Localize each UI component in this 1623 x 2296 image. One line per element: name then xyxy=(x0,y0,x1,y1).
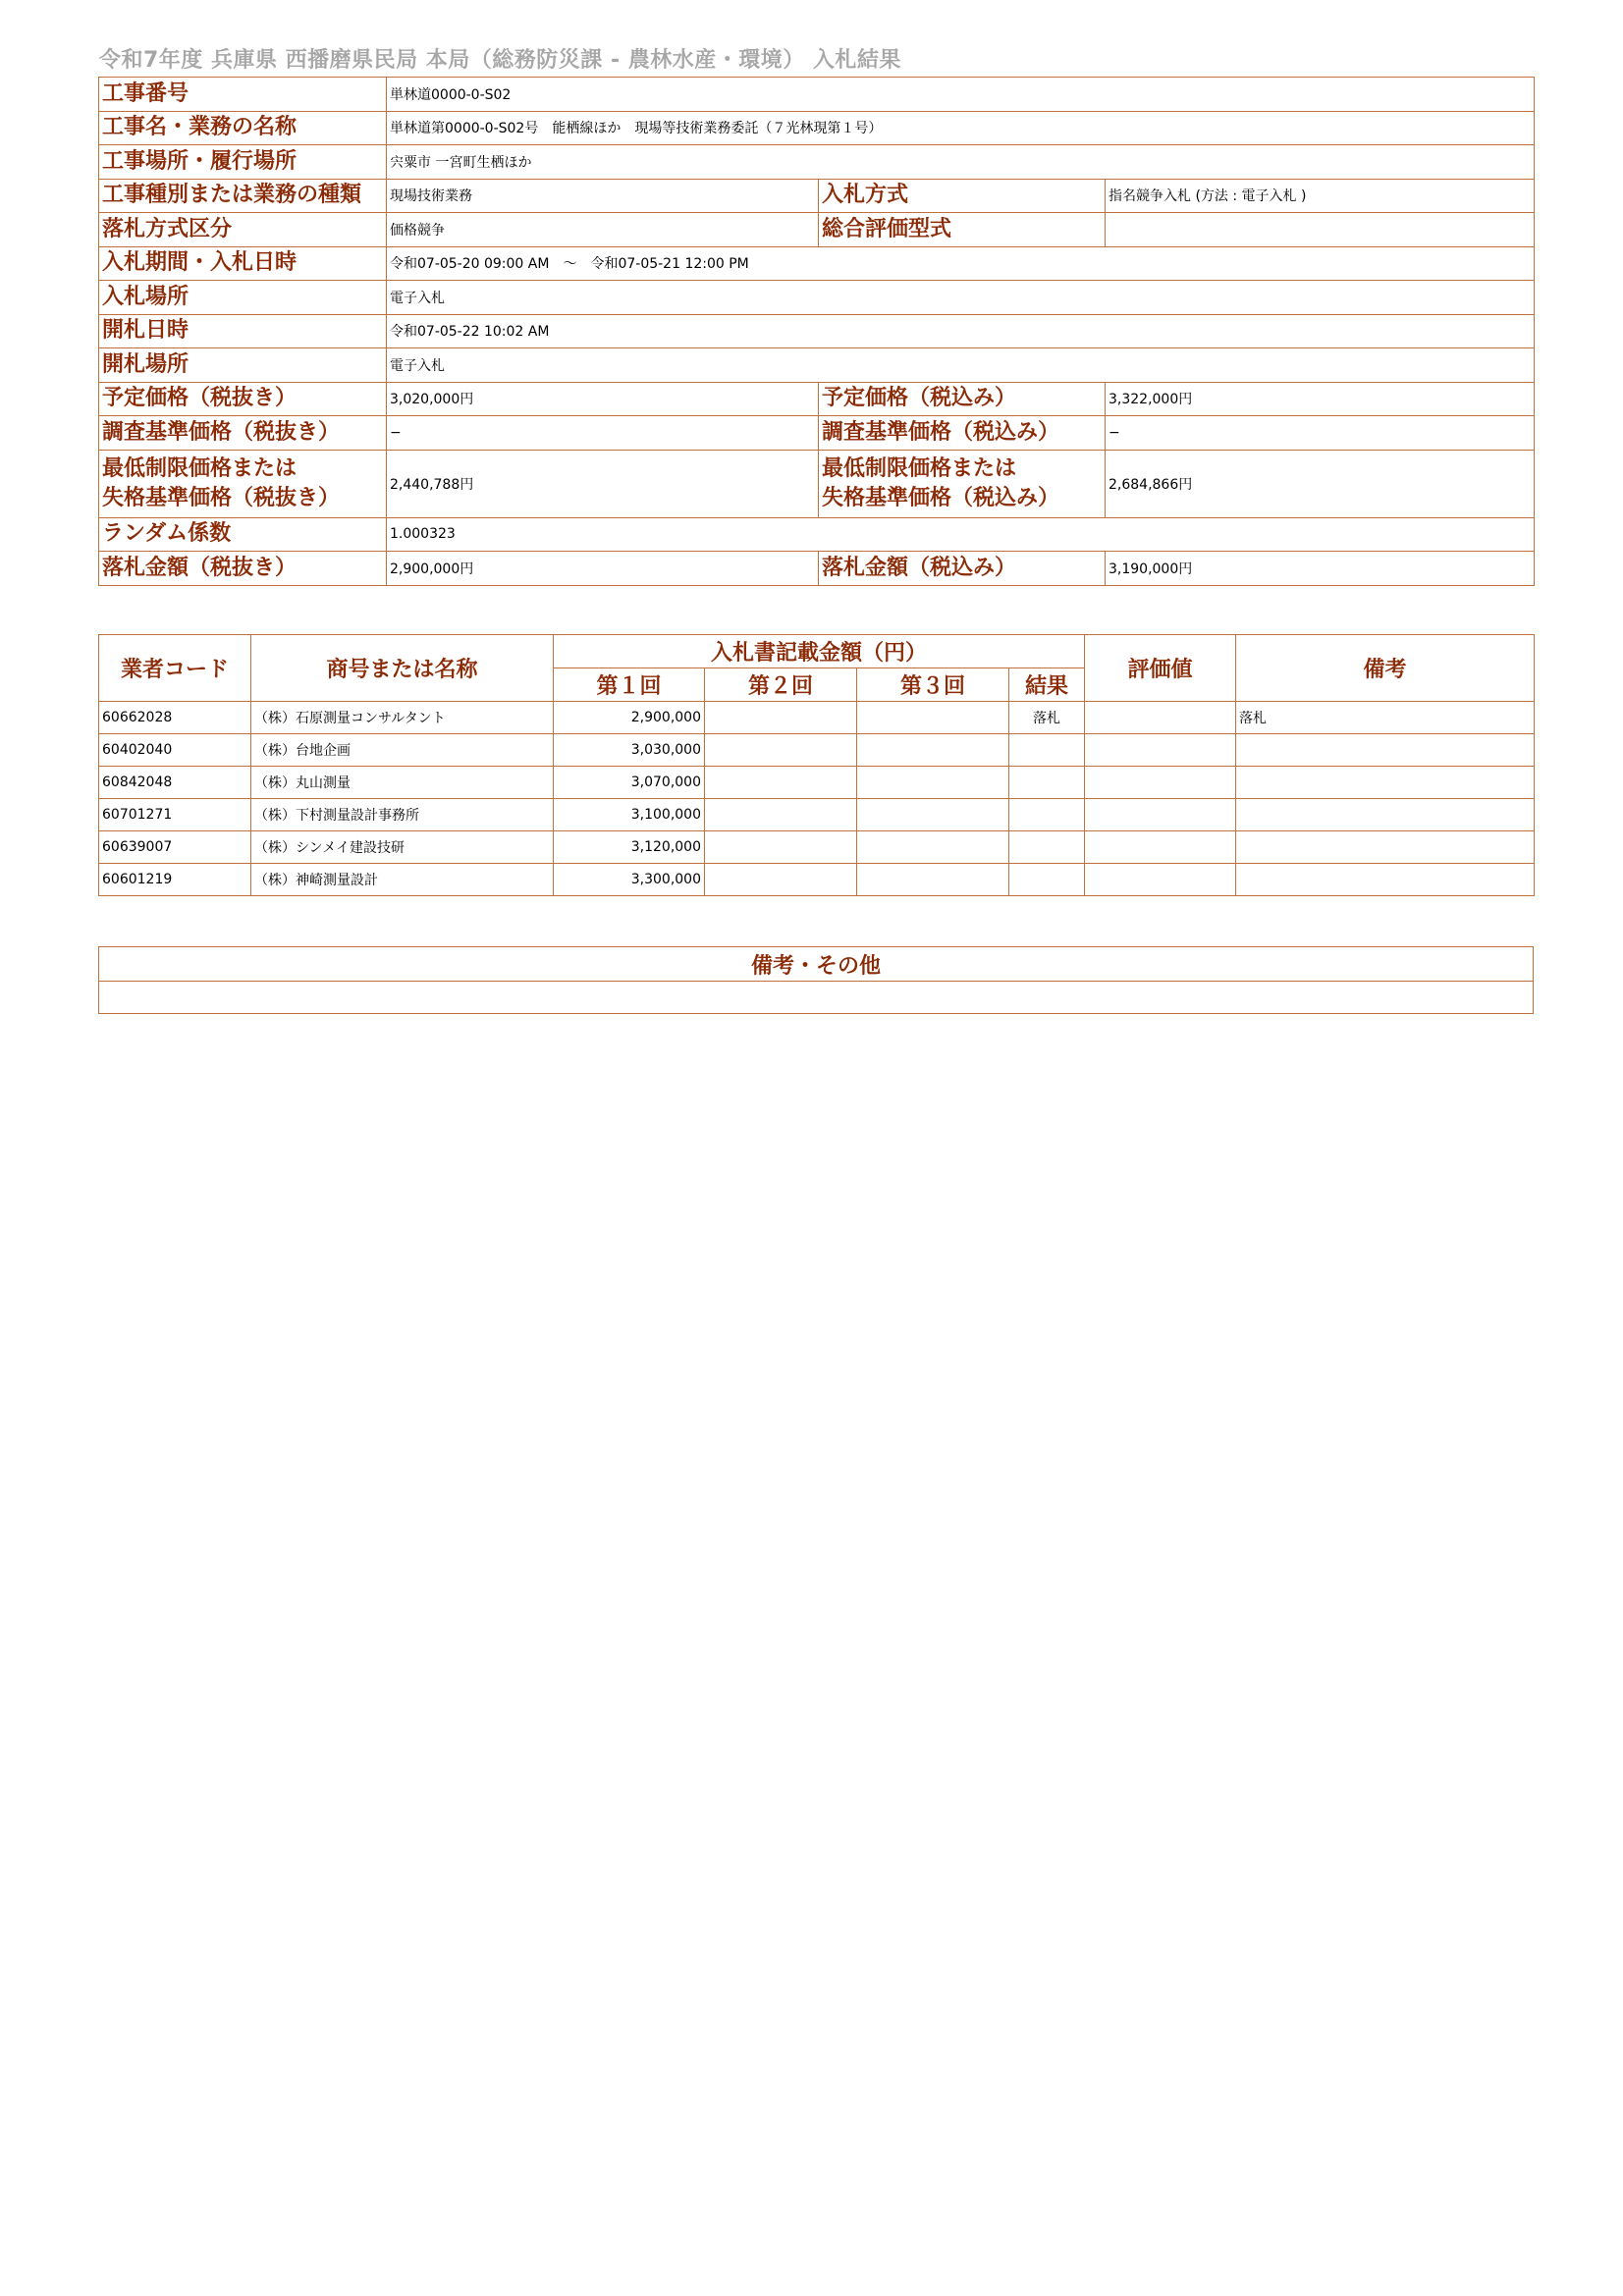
bid-round1: 3,070,000 xyxy=(554,767,705,799)
bid-result xyxy=(1009,831,1085,864)
rakusatsu-kubun-label: 落札方式区分 xyxy=(99,213,387,247)
bidder-name: （株）丸山測量 xyxy=(251,767,554,799)
saitei-nuki-label-line1: 最低制限価格または xyxy=(102,455,298,481)
kaisatsu-basho-value: 電子入札 xyxy=(387,348,1535,383)
nyusatsu-hoshiki-label: 入札方式 xyxy=(819,179,1106,213)
bidder-code: 60402040 xyxy=(99,734,251,767)
notes-table xyxy=(98,946,1534,1014)
chosa-nuki-value: − xyxy=(387,416,819,451)
rakusatsu-kubun-value: 価格競争 xyxy=(387,213,819,247)
rakusatsu-komi-label: 落札金額（税込み） xyxy=(819,552,1106,586)
koji-bango-label: 工事番号 xyxy=(99,78,387,112)
bid-evaluation xyxy=(1085,767,1236,799)
page-title: 令和7年度 兵庫県 西播磨県民局 本局（総務防災課 - 農林水産・環境） 入札結果 xyxy=(99,48,901,73)
nyusatsu-basho-label: 入札場所 xyxy=(99,281,387,315)
bid-round2 xyxy=(705,799,857,831)
bid-remarks xyxy=(1236,864,1535,896)
bid-round3 xyxy=(857,702,1009,734)
kaisatsu-nichiji-value: 令和07-05-22 10:02 AM xyxy=(387,314,1535,348)
bidder-code: 60601219 xyxy=(99,864,251,896)
bidder-code: 60842048 xyxy=(99,767,251,799)
bid-evaluation xyxy=(1085,799,1236,831)
header-code: 業者コード xyxy=(99,635,251,702)
info-row-koji-bango xyxy=(99,78,1535,112)
yotei-nuki-value: 3,020,000円 xyxy=(387,382,819,416)
nyusatsu-kikan-value: 令和07-05-20 09:00 AM 〜 令和07-05-21 12:00 PM xyxy=(387,246,1535,281)
info-row-nyusatsu-basho xyxy=(99,281,1535,315)
yotei-komi-value: 3,322,000円 xyxy=(1106,382,1535,416)
bid-round1: 3,300,000 xyxy=(554,864,705,896)
koji-mei-label: 工事名・業務の名称 xyxy=(99,111,387,145)
bid-round1: 3,030,000 xyxy=(554,734,705,767)
random-label: ランダム係数 xyxy=(99,517,387,552)
bid-round3 xyxy=(857,767,1009,799)
table-row xyxy=(99,734,1535,767)
table-row xyxy=(99,831,1535,864)
chosa-komi-value: − xyxy=(1106,416,1535,451)
rakusatsu-nuki-value: 2,900,000円 xyxy=(387,552,819,586)
nyusatsu-basho-value: 電子入札 xyxy=(387,281,1535,315)
rakusatsu-nuki-label: 落札金額（税抜き） xyxy=(99,552,387,586)
info-row-rakusatsu-kubun xyxy=(99,213,1535,247)
info-row-koji-mei xyxy=(99,111,1535,145)
notes-header: 備考・その他 xyxy=(99,947,1534,982)
info-row-shubetsu xyxy=(99,179,1535,213)
bidder-name: （株）神崎測量設計 xyxy=(251,864,554,896)
bid-round3 xyxy=(857,799,1009,831)
bid-result: 落札 xyxy=(1009,702,1085,734)
chosa-nuki-label: 調査基準価格（税抜き） xyxy=(99,416,387,451)
koji-shubetsu-label: 工事種別または業務の種類 xyxy=(99,179,387,213)
info-row-kaisatsu-basho xyxy=(99,348,1535,383)
info-row-kaisatsu-nichiji xyxy=(99,314,1535,348)
bid-results-table xyxy=(98,634,1535,896)
bidder-name: （株）下村測量設計事務所 xyxy=(251,799,554,831)
koji-mei-value: 単林道第0000-0-S02号 能栖線ほか 現場等技術業務委託（７光林現第１号） xyxy=(387,111,1535,145)
bid-result xyxy=(1009,734,1085,767)
bid-round2 xyxy=(705,702,857,734)
notes-header-row xyxy=(99,947,1534,982)
bidder-code: 60701271 xyxy=(99,799,251,831)
saitei-nuki-label-line2: 失格基準価格（税抜き） xyxy=(102,485,341,510)
header-evaluation: 評価値 xyxy=(1085,635,1236,702)
info-row-nyusatsu-kikan xyxy=(99,246,1535,281)
random-value: 1.000323 xyxy=(387,517,1535,552)
bid-round3 xyxy=(857,734,1009,767)
header-round2: 第２回 xyxy=(705,668,857,702)
chosa-komi-label: 調査基準価格（税込み） xyxy=(819,416,1106,451)
header-amount-group: 入札書記載金額（円） xyxy=(554,635,1085,668)
saitei-nuki-value: 2,440,788円 xyxy=(387,450,819,517)
header-round1: 第１回 xyxy=(554,668,705,702)
bid-round2 xyxy=(705,864,857,896)
koji-shubetsu-value: 現場技術業務 xyxy=(387,179,819,213)
bid-remarks: 落札 xyxy=(1236,702,1535,734)
bid-evaluation xyxy=(1085,702,1236,734)
koji-basho-value: 宍粟市 一宮町生栖ほか xyxy=(387,145,1535,180)
bid-round3 xyxy=(857,864,1009,896)
bid-evaluation xyxy=(1085,734,1236,767)
bid-result xyxy=(1009,864,1085,896)
bid-round2 xyxy=(705,734,857,767)
bid-remarks xyxy=(1236,831,1535,864)
rakusatsu-komi-value: 3,190,000円 xyxy=(1106,552,1535,586)
saitei-nuki-label xyxy=(99,450,387,517)
info-row-koji-basho xyxy=(99,145,1535,180)
bid-result xyxy=(1009,767,1085,799)
yotei-nuki-label: 予定価格（税抜き） xyxy=(99,382,387,416)
saitei-komi-label xyxy=(819,450,1106,517)
table-row xyxy=(99,702,1535,734)
info-row-saitei xyxy=(99,450,1535,517)
saitei-komi-value: 2,684,866円 xyxy=(1106,450,1535,517)
bid-header-row-1 xyxy=(99,635,1535,668)
kaisatsu-basho-label: 開札場所 xyxy=(99,348,387,383)
bid-evaluation xyxy=(1085,864,1236,896)
bid-round1: 3,120,000 xyxy=(554,831,705,864)
bid-round1: 3,100,000 xyxy=(554,799,705,831)
nyusatsu-kikan-label: 入札期間・入札日時 xyxy=(99,246,387,281)
info-row-rakusatsu-kingaku xyxy=(99,552,1535,586)
bid-round2 xyxy=(705,831,857,864)
notes-content-row xyxy=(99,982,1534,1014)
bidder-name: （株）シンメイ建設技研 xyxy=(251,831,554,864)
bid-round2 xyxy=(705,767,857,799)
bidder-name: （株）台地企画 xyxy=(251,734,554,767)
info-row-yotei xyxy=(99,382,1535,416)
table-row xyxy=(99,767,1535,799)
bid-round1: 2,900,000 xyxy=(554,702,705,734)
bid-result xyxy=(1009,799,1085,831)
kaisatsu-nichiji-label: 開札日時 xyxy=(99,314,387,348)
bid-round3 xyxy=(857,831,1009,864)
sogo-hyoka-label: 総合評価型式 xyxy=(819,213,1106,247)
sogo-hyoka-value xyxy=(1106,213,1535,247)
table-row xyxy=(99,799,1535,831)
bid-remarks xyxy=(1236,799,1535,831)
koji-basho-label: 工事場所・履行場所 xyxy=(99,145,387,180)
bidder-code: 60639007 xyxy=(99,831,251,864)
bid-evaluation xyxy=(1085,831,1236,864)
nyusatsu-hoshiki-value: 指名競争入札 (方法 : 電子入札 ) xyxy=(1106,179,1535,213)
header-remarks: 備考 xyxy=(1236,635,1535,702)
info-row-random xyxy=(99,517,1535,552)
header-name: 商号または名称 xyxy=(251,635,554,702)
bid-remarks xyxy=(1236,734,1535,767)
info-row-chosa xyxy=(99,416,1535,451)
bid-remarks xyxy=(1236,767,1535,799)
header-result: 結果 xyxy=(1009,668,1085,702)
saitei-komi-label-line1: 最低制限価格または xyxy=(822,455,1017,481)
bidder-name: （株）石原測量コンサルタント xyxy=(251,702,554,734)
bidder-code: 60662028 xyxy=(99,702,251,734)
koji-bango-value: 単林道0000-0-S02 xyxy=(387,78,1535,112)
project-info-table xyxy=(98,77,1535,586)
yotei-komi-label: 予定価格（税込み） xyxy=(819,382,1106,416)
header-round3: 第３回 xyxy=(857,668,1009,702)
table-row xyxy=(99,864,1535,896)
saitei-komi-label-line2: 失格基準価格（税込み） xyxy=(822,485,1060,510)
notes-content xyxy=(99,982,1534,1014)
